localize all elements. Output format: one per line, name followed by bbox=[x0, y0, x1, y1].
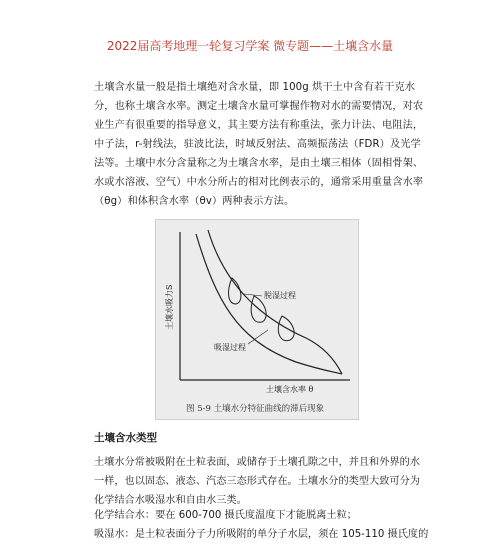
desorption-label: 脱湿过程 bbox=[264, 291, 296, 300]
figure-diagram bbox=[156, 220, 358, 419]
absorption-label: 吸湿过程 bbox=[214, 343, 246, 352]
scanning-loop-1 bbox=[229, 278, 241, 304]
figure-caption: 图 5-9 土壤水分特征曲线的滞后现象 bbox=[186, 404, 325, 414]
page-title: 2022届高考地理一轮复习学案 微专题——土壤含水量 bbox=[106, 39, 394, 53]
section-heading: 土壤含水类型 bbox=[94, 432, 157, 444]
section-paragraph: 土壤水分常被吸附在土粒表面，或储存于土壤孔隙之中，并且和外界的水一样，也以固态、液态、汽态三态形式存在。土壤水分的类型大致可分为化学结合水吸湿水和自由水三类。 bbox=[94, 457, 420, 506]
hygroscopic-water-text: 吸湿水：是土粒表面分子力所吸附的单分子水层，须在 105-110 摄氏度的 bbox=[94, 529, 428, 540]
intro-paragraph: 土壤含水量一般是指土壤绝对含水量，即 100g 烘干土中含有若干克水分，也称土壤含水率。测定土壤含水量可掌握作物对水的需要情况，对农业生产有很重要的指导意义，其主要方法有称重法，张力计法、电阻法，中子法，r-射线法，驻波比法，时域反射法、高频振荡法（FDR）及光学法等。土壤中水分含量称之为土壤含水率，是由土壤三相体（固相骨架、水或水溶液、空气）中水分所占的相对比例表示的，通常采用重量含水率（θg）和体积含水率（θv）两种表示方法。 bbox=[94, 82, 424, 207]
y-axis-label: 土壤水吸力S bbox=[165, 284, 174, 330]
chemical-bound-water-text: 化学结合水：要在 600-700 摄氏度温度下才能脱离土粒； bbox=[94, 510, 357, 521]
x-axis-label: 土壤含水率 θ bbox=[266, 385, 314, 394]
soil-water-characteristic-figure bbox=[155, 219, 359, 420]
desorption-leader bbox=[244, 294, 262, 296]
